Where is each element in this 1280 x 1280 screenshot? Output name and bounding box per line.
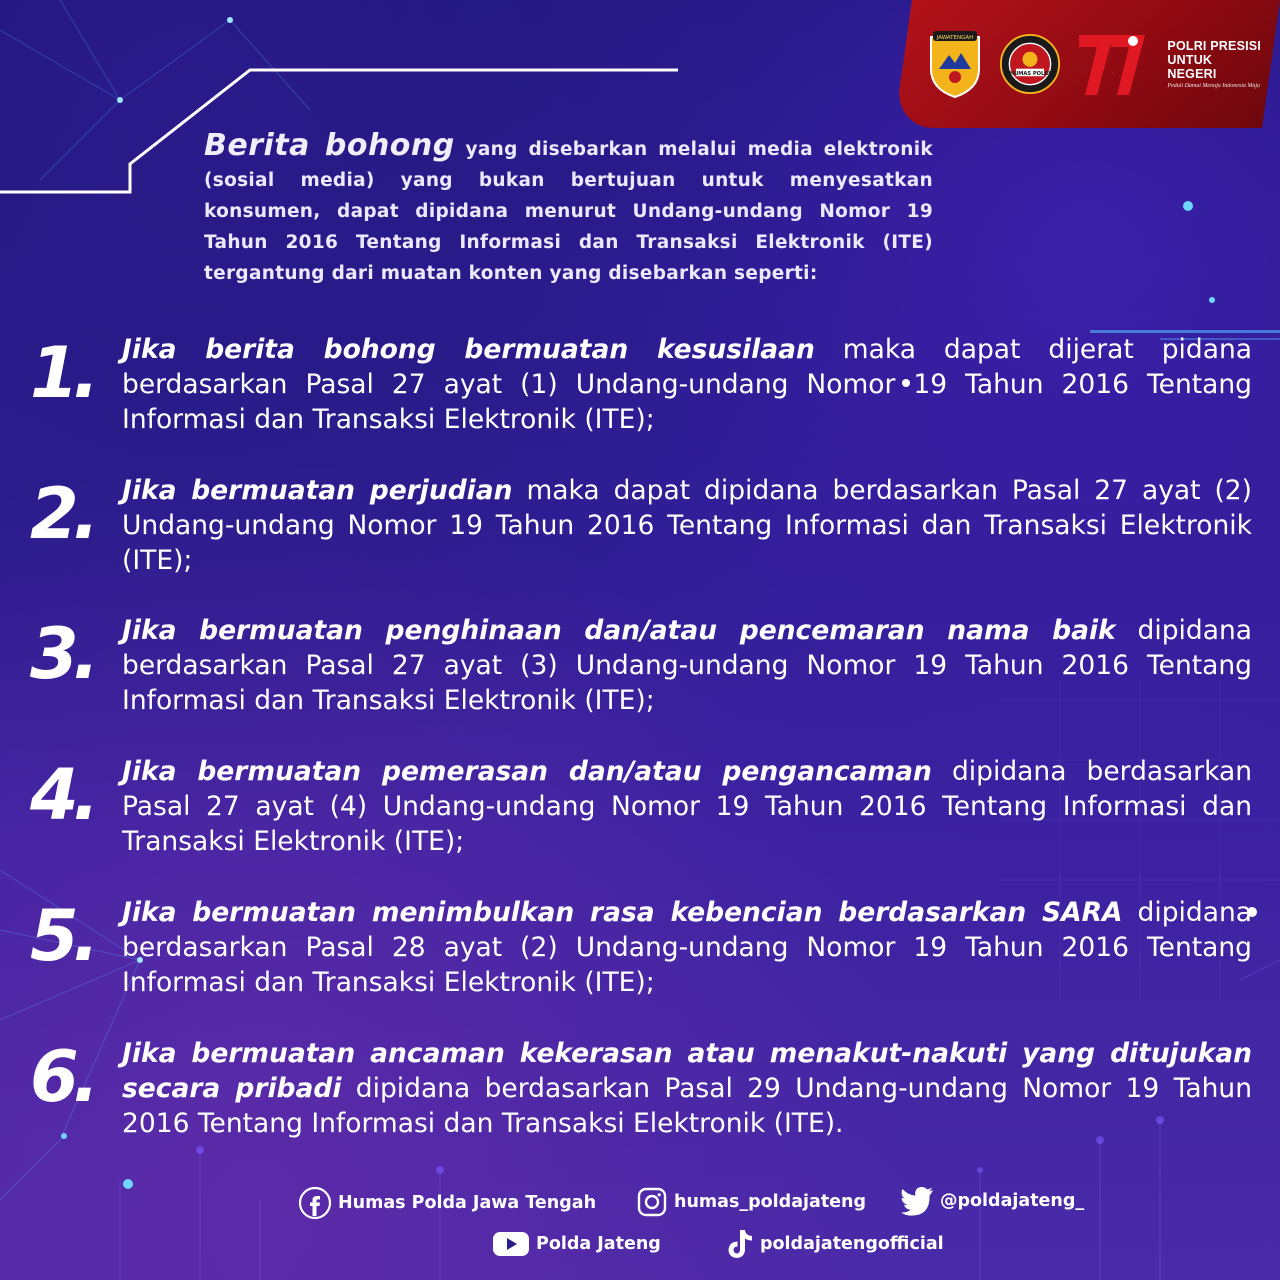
anniversary-77-logo-icon <box>1075 28 1149 100</box>
item-emphasis: Jika bermuatan pemerasan dan/atau pengancaman <box>122 756 932 787</box>
jateng-emblem-icon <box>924 28 985 100</box>
intro-paragraph <box>204 130 933 289</box>
list-item-3 <box>30 613 1252 723</box>
item-number: 5. <box>30 895 94 977</box>
list-item-2 <box>30 473 1252 583</box>
item-body: dipidana berdasarkan Pasal 27 ayat (4) Undang-undang Nomor 19 Tahun 2016 Tentang Informasi dan Transaksi Elektronik (ITE); <box>122 756 1252 857</box>
list-item-5 <box>30 895 1252 1005</box>
item-number: 4. <box>30 754 94 836</box>
item-body: dipidana berdasarkan Pasal 27 ayat (3) Undang-undang Nomor 19 Tahun 2016 Tentang Informasi dan Transaksi Elektronik (ITE); <box>122 615 1252 716</box>
list-item-1 <box>30 332 1252 442</box>
svg-text:HUMAS POLRI: HUMAS POLRI <box>1010 70 1051 77</box>
item-number: 6. <box>30 1036 94 1118</box>
social-facebook[interactable] <box>298 1186 596 1220</box>
facebook-label: Humas Polda Jawa Tengah <box>338 1193 597 1213</box>
facebook-icon <box>298 1186 332 1220</box>
svg-text:77: 77 <box>1112 73 1114 74</box>
youtube-icon <box>492 1230 530 1258</box>
item-text <box>122 1036 1252 1141</box>
polri-presisi-tagline <box>1167 39 1264 89</box>
youtube-label: Polda Jateng <box>536 1234 661 1254</box>
svg-text:JAWATENGAH: JAWATENGAH <box>936 35 973 41</box>
item-emphasis: Jika bermuatan perjudian <box>122 475 513 506</box>
item-text <box>122 613 1252 718</box>
item-body: dipidana berdasarkan Pasal 28 ayat (2) Undang-undang Nomor 19 Tahun 2016 Tentang Informasi dan Transaksi Elektronik (ITE); <box>122 897 1252 998</box>
social-instagram[interactable] <box>636 1186 866 1218</box>
item-text <box>122 895 1252 1000</box>
item-emphasis: Jika bermuatan menimbulkan rasa kebencian berdasarkan SARA <box>122 897 1123 928</box>
instagram-label: humas_poldajateng <box>674 1192 867 1212</box>
social-youtube[interactable] <box>492 1230 661 1258</box>
item-body: maka dapat dijerat pidana berdasarkan Pasal 27 ayat (1) Undang-undang Nomor 19 Tahun 2016 Tentang Informasi dan Transaksi Elektronik (ITE); <box>122 334 1252 435</box>
item-body: maka dapat dipidana berdasarkan Pasal 27 ayat (2) Undang-undang Nomor 19 Tahun 2016 Tentang Informasi dan Transaksi Elektronik (ITE); <box>122 475 1252 576</box>
twitter-label: @poldajateng_ <box>940 1191 1085 1211</box>
item-emphasis: Jika berita bohong bermuatan kesusilaan <box>122 334 815 365</box>
list-item-6 <box>30 1036 1252 1146</box>
social-tiktok[interactable] <box>726 1228 944 1260</box>
item-text <box>122 473 1252 578</box>
item-body: dipidana berdasarkan Pasal 29 Undang-undang Nomor 19 Tahun 2016 Tentang Informasi dan Transaksi Elektronik (ITE). <box>122 1073 1252 1139</box>
humas-emblem-icon <box>999 28 1061 100</box>
item-emphasis: Jika bermuatan penghinaan dan/atau pencemaran nama baik <box>122 615 1116 646</box>
item-text <box>122 754 1252 859</box>
instagram-icon <box>636 1186 668 1218</box>
item-number: 1. <box>30 332 94 414</box>
intro-body: yang disebarkan melalui media elektronik (sosial media) yang bukan bertujuan untuk menyesatkan konsumen, dapat dipidana menurut Undang-undang Nomor 19 Tahun 2016 Tentang Informasi dan Transaksi Elektronik (ITE) tergantung dari muatan konten yang disebarkan seperti: <box>204 139 933 284</box>
item-text <box>122 332 1252 437</box>
social-twitter[interactable] <box>900 1186 1084 1216</box>
item-emphasis: Jika bermuatan ancaman kekerasan atau menakut-nakuti yang ditujukan secara pribadi <box>122 1038 1252 1104</box>
tagline-line-1: POLRI PRESISI <box>1167 39 1261 53</box>
tagline-line-3: Peduli Damai Menuju Indonesia Maju <box>1167 83 1261 89</box>
item-number: 3. <box>30 613 94 695</box>
intro-lead: Berita bohong <box>204 128 455 163</box>
list-item-4 <box>30 754 1252 864</box>
twitter-icon <box>900 1186 934 1216</box>
tiktok-label: poldajatengofficial <box>760 1234 944 1254</box>
tiktok-icon <box>726 1228 754 1260</box>
logo-group <box>924 20 1264 108</box>
tagline-line-2: UNTUK NEGERI <box>1167 53 1217 81</box>
item-number: 2. <box>30 473 94 555</box>
